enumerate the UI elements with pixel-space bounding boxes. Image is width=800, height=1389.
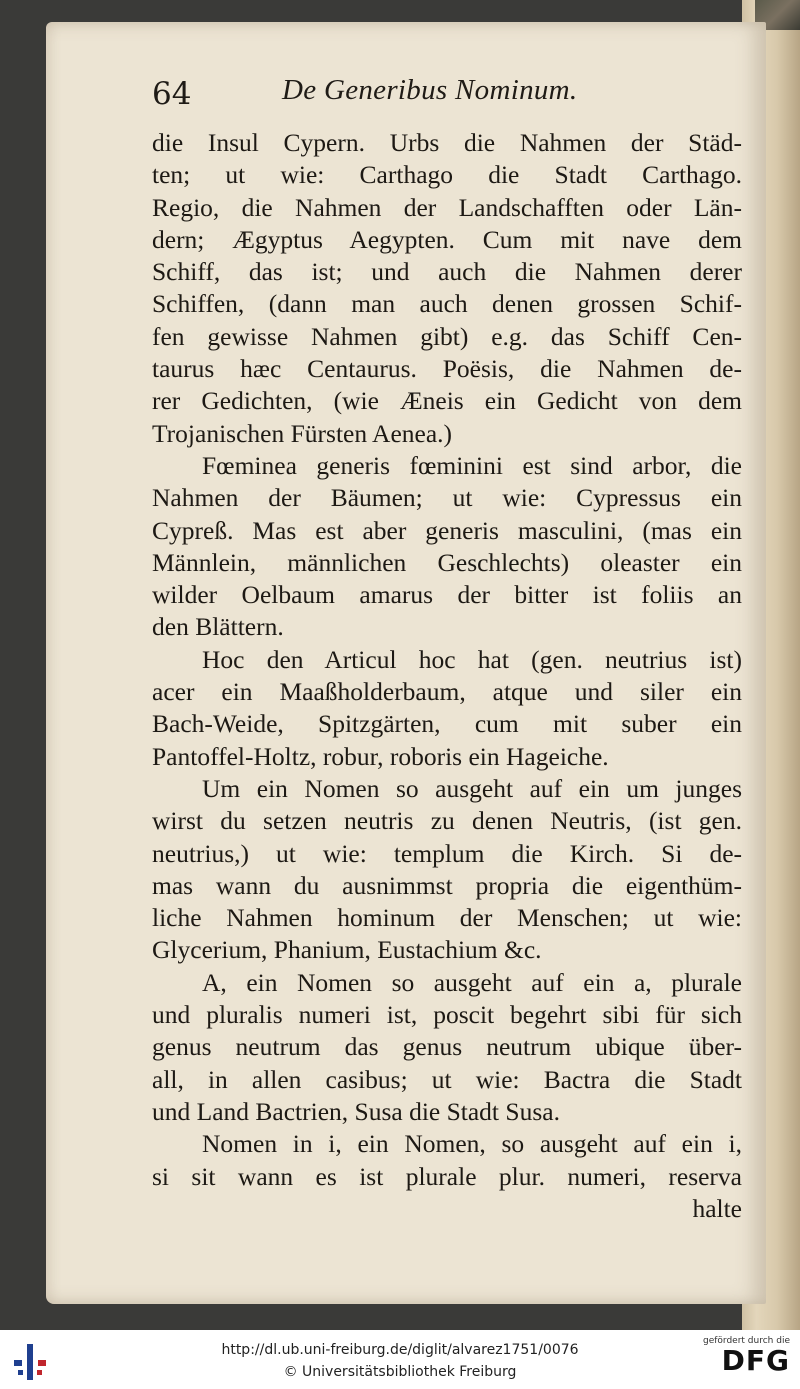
dfg-logo: DFG <box>721 1344 790 1377</box>
viewer-footer <box>0 1330 800 1389</box>
text-line: mas wann du ausnimmst propria die eigenthüm- <box>152 870 742 900</box>
copyright-notice: © Universitätsbibliothek Freiburg <box>283 1364 517 1380</box>
text-line: Cypreß. Mas est aber generis masculini, (mas ein <box>152 515 742 545</box>
text-line: Glycerium, Phanium, Eustachium &c. <box>152 935 542 965</box>
text-line: und Land Bactrien, Susa die Stadt Susa. <box>152 1096 560 1126</box>
text-line: den Blättern. <box>152 612 284 642</box>
text-line: A, ein Nomen so ausgeht auf ein a, plurale <box>202 967 742 997</box>
page-number: 64 <box>152 76 192 112</box>
sponsor-note: gefördert durch die <box>703 1336 790 1346</box>
text-line: wirst du setzen neutris zu denen Neutris, (ist gen. <box>152 806 742 836</box>
text-line: und pluralis numeri ist, poscit begehrt sibi für sich <box>152 1000 742 1030</box>
text-line: neutrius,) ut wie: templum die Kirch. Si de- <box>152 838 742 868</box>
text-line: dern; Ægyptus Aegypten. Cum mit nave dem <box>152 224 742 254</box>
text-line: Regio, die Nahmen der Landschafften oder Län- <box>152 192 742 222</box>
text-line: Schiffen, (dann man auch denen grossen Schif- <box>152 289 742 319</box>
text-line: Fœminea generis fœminini est sind arbor, die <box>202 450 742 480</box>
text-line: fen gewisse Nahmen gibt) e.g. das Schiff Cen- <box>152 321 742 351</box>
text-line: rer Gedichten, (wie Æneis ein Gedicht von dem <box>152 386 742 416</box>
text-line: Um ein Nomen so ausgeht auf ein um junges <box>202 773 742 803</box>
permalink[interactable]: http://dl.ub.uni-freiburg.de/diglit/alvarez1751/0076 <box>221 1342 579 1358</box>
text-line: Pantoffel-Holtz, robur, roboris ein Hageiche. <box>152 741 609 771</box>
text-line: wilder Oelbaum amarus der bitter ist foliis an <box>152 580 742 610</box>
text-line: acer ein Maaßholderbaum, atque und siler ein <box>152 677 742 707</box>
running-head <box>152 72 742 116</box>
text-line: ten; ut wie: Carthago die Stadt Carthago. <box>152 160 742 190</box>
running-title: De Generibus Nominum. <box>282 74 578 106</box>
text-line: Bach-Weide, Spitzgärten, cum mit suber ein <box>152 709 742 739</box>
text-line: Schiff, das ist; und auch die Nahmen derer <box>152 257 742 287</box>
text-line: taurus hæc Centaurus. Poësis, die Nahmen de- <box>152 354 742 384</box>
dfg-sponsor <box>700 1336 790 1384</box>
text-line: genus neutrum das genus neutrum ubique über- <box>152 1032 742 1062</box>
text-line: Hoc den Articul hoc hat (gen. neutrius ist) <box>202 644 742 674</box>
text-line: Nahmen der Bäumen; ut wie: Cypressus ein <box>152 483 742 513</box>
text-line: Männlein, männlichen Geschlechts) oleaster ein <box>152 547 742 577</box>
text-line: Nomen in i, ein Nomen, so ausgeht auf ein i, <box>202 1129 742 1159</box>
catchword: halte <box>692 1193 742 1223</box>
text-line: si sit wann es ist plurale plur. numeri, reserva <box>152 1161 742 1191</box>
text-line: all, in allen casibus; ut wie: Bactra die Stadt <box>152 1064 742 1094</box>
text-line: liche Nahmen hominum der Menschen; ut wie: <box>152 903 742 933</box>
text-line: Trojanischen Fürsten Aenea.) <box>152 418 453 448</box>
text-line: die Insul Cypern. Urbs die Nahmen der Städ- <box>152 128 742 157</box>
text-body <box>152 127 742 1225</box>
